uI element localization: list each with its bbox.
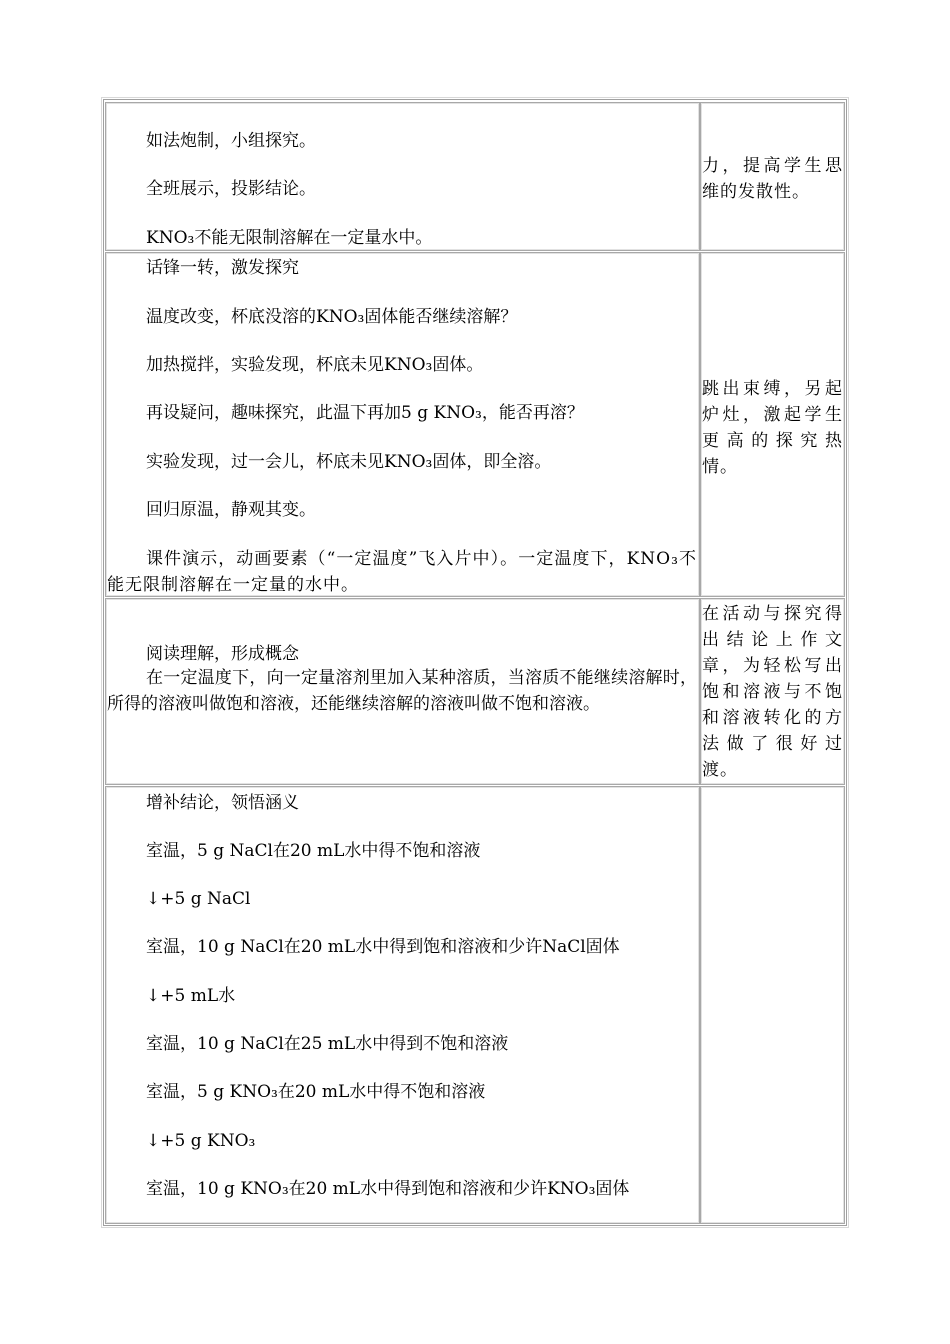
row1-line-2: 全班展示，投影结论。: [146, 179, 316, 199]
row4-line-9: 室温，10 g KNO₃在20 mL水中得到饱和溶液和少许KNO₃固体: [146, 1179, 630, 1199]
row3-paragraph: 在一定温度下，向一定量溶剂里加入某种溶质，当溶质不能继续溶解时，所得的溶液叫做饱和溶液，还能继续溶解的溶液叫做不饱和溶液。: [107, 668, 697, 714]
row1-line-1: 如法炮制，小组探究。: [146, 131, 316, 151]
row2-line-6: 回归原温，静观其变。: [146, 500, 316, 520]
row2-process-cell: [105, 252, 700, 597]
row4-line-7: 室温，5 g KNO₃在20 mL水中得不饱和溶液: [146, 1082, 486, 1102]
row4-line-8: ↓+5 g KNO₃: [146, 1131, 256, 1151]
row3-heading: 阅读理解，形成概念: [146, 644, 299, 664]
row3-intent-text: 在活动与探究得出结论上作文章，为轻松写出饱和溶液与不饱和溶液转化的方法做了很好过渡。: [702, 604, 843, 780]
row2-intent-cell: [700, 252, 845, 597]
row2-intent-text: 跳出束缚，另起炉灶，激起学生更高的探究热情。: [702, 379, 843, 477]
row1-process-cell: [105, 102, 700, 251]
row1-intent-text: 力，提高学生思维的发散性。: [702, 156, 843, 202]
row4-line-6: 室温，10 g NaCl在25 mL水中得到不饱和溶液: [146, 1034, 509, 1054]
row4-process-cell: [105, 786, 700, 1224]
row1-intent-cell: [700, 102, 845, 251]
row3-process-cell: [105, 598, 700, 785]
row2-line-1: 话锋一转，激发探究: [146, 258, 299, 278]
row2-line-3: 加热搅拌，实验发现，杯底未见KNO₃固体。: [146, 355, 484, 375]
row4-line-5: ↓+5 mL水: [146, 986, 236, 1006]
row4-line-3: ↓+5 g NaCl: [146, 889, 251, 909]
row2-paragraph: 课件演示，动画要素（“一定温度”飞入片中）。一定温度下，KNO₃不能无限制溶解在一定量的水中。: [107, 549, 697, 595]
row2-line-2: 温度改变，杯底没溶的KNO₃固体能否继续溶解？: [146, 307, 518, 327]
row2-line-5: 实验发现，过一会儿，杯底未见KNO₃固体，即全溶。: [146, 452, 552, 472]
row4-line-4: 室温，10 g NaCl在20 mL水中得到饱和溶液和少许NaCl固体: [146, 937, 620, 957]
row1-line-3: KNO₃不能无限制溶解在一定量水中。: [146, 228, 433, 248]
row4-line-1: 增补结论，领悟涵义: [146, 793, 299, 813]
row2-line-4: 再设疑问，趣味探究，此温下再加5 g KNO₃，能否再溶？: [146, 403, 584, 423]
row3-intent-cell: [700, 598, 845, 785]
row4-line-2: 室温，5 g NaCl在20 mL水中得不饱和溶液: [146, 841, 481, 861]
row4-intent-cell: [700, 786, 845, 1224]
